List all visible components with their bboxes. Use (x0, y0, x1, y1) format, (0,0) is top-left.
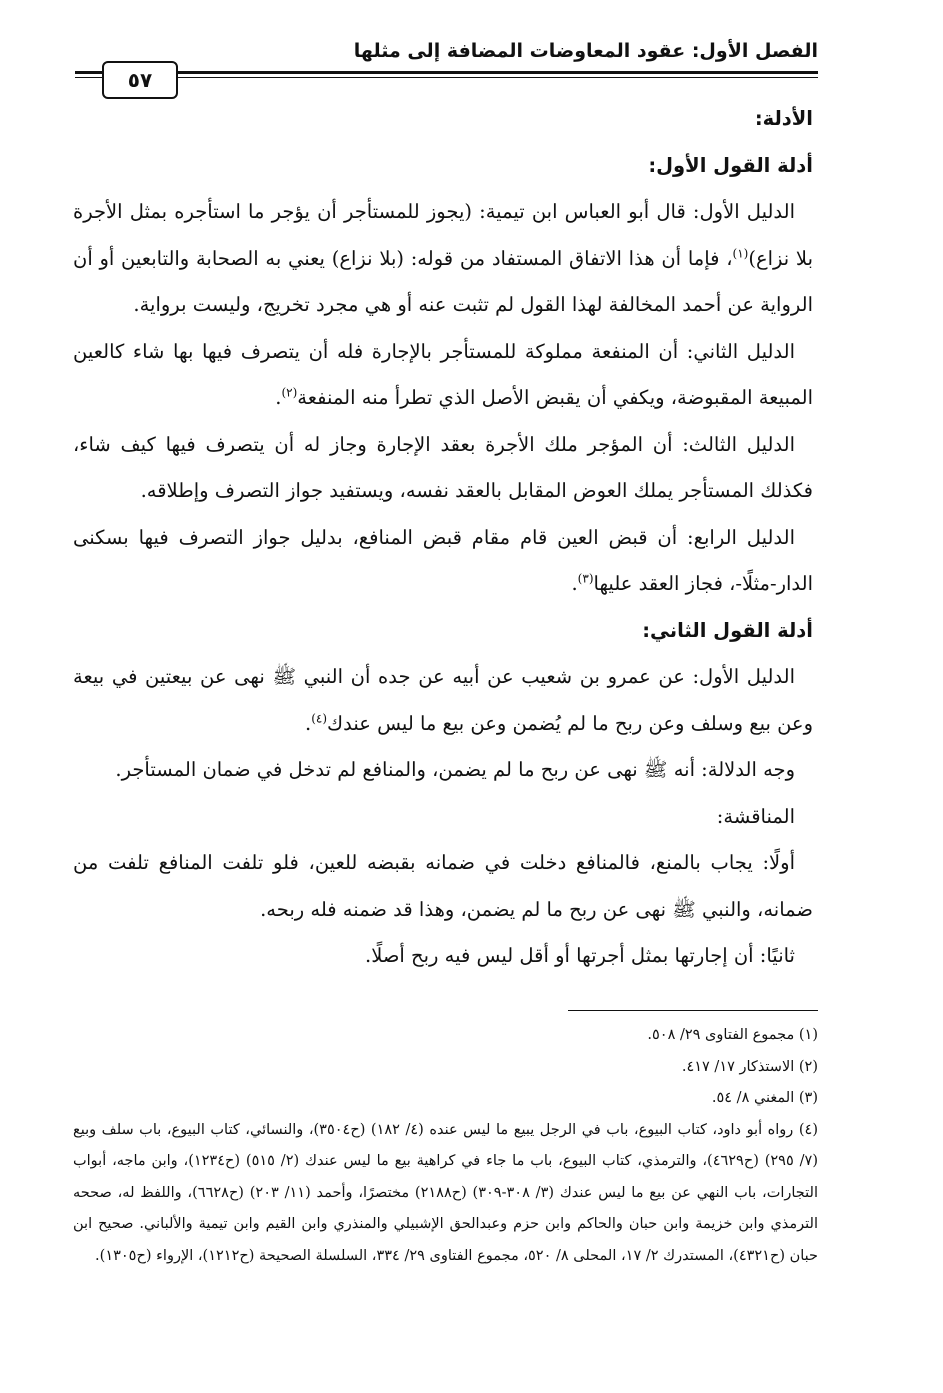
paragraph-first-rebuttal: أولًا: يجاب بالمنع، فالمنافع دخلت في ضمانه بقبضه للعين، فلو تلفت المنافع تلفت من ضمانه، والنبي ﷺ نهى عن ربح ما لم يضمن، وهذا قد ضمنه فله ربحه. (73, 851, 813, 921)
paragraph-text-cont: ، فإما أن هذا الاتفاق المستفاد من قوله: (بلا نزاع) يعني به الصحابة والتابعين أو أن الرواية عن أحمد المخالفة لهذا القول لم تثبت عنه أو هي مجرد تخريج، وليست برواية. (73, 246, 813, 316)
footnote-4: (٤) رواه أبو داود، كتاب البيوع، باب في الرجل يبيع ما ليس عنده (٤/ ١٨٢) (ح٣٥٠٤)، والنسائي، كتاب البيوع، باب سلف وبيع (٧/ ٢٩٥) (ح٤٦٢٩)، والترمذي، كتاب البيوع، باب ما جاء في كراهية بيع ما ليس عندك (٢/ ٥١٥) (ح١٢٣٤)، وابن ماجه، أبواب التجارات، باب النهي عن بيع ما ليس عندك (٣/ ٣٠٨-٣٠٩) (ح٢١٨٨) مختصرًا، وأحمد (١١/ ٢٠٣) (ح٦٦٢٨)، واللفظ له، صححه الترمذي وابن خزيمة وابن حبان والحاكم وابن حزم وعبدالحق الإشبيلي والمنذري وابن القيم وابن تيمية والألباني. صحيح ابن حبان (ح٤٣٢١)، المستدرك ٢/ ١٧، المحلى ٨/ ٥٢٠، مجموع الفتاوى ٢٩/ ٣٣٤، السلسلة الصحيحة (ح١٢١٢)، الإرواء (ح١٣٠٥). (73, 1121, 818, 1264)
footnote-2: (٢) الاستذكار ١٧/ ٤١٧. (681, 1058, 818, 1075)
paragraph-first-evidence (73, 189, 813, 329)
paragraph-fourth-evidence (73, 515, 813, 608)
footnote-1: (١) مجموع الفتاوى ٢٩/ ٥٠٨. (647, 1027, 818, 1043)
paragraph-second-evidence (73, 329, 813, 422)
paragraph-end: . (275, 386, 282, 409)
body-text (73, 96, 813, 980)
paragraph-hadith-evidence (73, 654, 813, 747)
paragraph-indication: وجه الدلالة: أنه ﷺ نهى عن ربح ما لم يضمن، والمنافع لم تدخل في ضمان المستأجر. (115, 758, 795, 781)
paragraph-text: الدليل الرابع: أن قبض العين قام مقام قبض المنافع، بدليل جواز التصرف فيها بسكنى الدار-مثلًا-، فجاز العقد عليها (73, 525, 813, 595)
heading-first-opinion: أدلة القول الأول: (648, 153, 813, 177)
footnotes (73, 1020, 818, 1272)
header-rule-thin (75, 77, 818, 78)
footnote-ref-4[interactable]: (٤) (311, 711, 328, 725)
page-number: ٥٧ (102, 61, 178, 99)
paragraph-text: الدليل الأول: قال أبو العباس ابن تيمية: (يجوز للمستأجر أن يؤجر ما استأجره بمثل الأجرة بلا نزاع) (73, 200, 813, 270)
footnote-separator (568, 1010, 818, 1011)
footnote-ref-2[interactable]: (٢) (281, 385, 298, 400)
footnote-3: (٣) المغني ٨/ ٥٤. (711, 1090, 818, 1106)
heading-discussion: المناقشة: (716, 804, 795, 828)
heading-second-opinion: أدلة القول الثاني: (642, 618, 813, 642)
paragraph-text: الدليل الثاني: أن المنفعة مملوكة للمستأجر بالإجارة فله أن يتصرف فيها بها شاء كالعين المبيعة المقبوضة، ويكفي أن يقبض الأصل الذي تطرأ منه المنفعة (73, 339, 813, 409)
paragraph-end: . (571, 572, 578, 595)
paragraph-third-evidence: الدليل الثالث: أن المؤجر ملك الأجرة بعقد الإجارة وجاز له أن يتصرف فيها كيف شاء، فكذلك المستأجر يملك العوض المقابل بالعقد نفسه، ويستفيد جواز التصرف وإطلاقه. (73, 432, 813, 502)
footnote-ref-1[interactable]: (١) (732, 246, 749, 260)
paragraph-text: الدليل الأول: عن عمرو بن شعيب عن أبيه عن جده أن النبي ﷺ نهى عن بيعتين في بيعة وعن بيع وسلف وعن ربح ما لم يُضمن وعن بيع ما ليس عندك (73, 665, 813, 735)
heading-evidence: الأدلة: (754, 107, 813, 130)
running-title: الفصل الأول: عقود المعاوضات المضافة إلى مثلها (353, 40, 818, 62)
footnote-ref-3[interactable]: (٣) (577, 571, 594, 586)
paragraph-second-rebuttal: ثانيًا: أن إجارتها بمثل أجرتها أو أقل ليس فيه ربح أصلًا. (365, 944, 795, 967)
paragraph-end: . (305, 711, 312, 735)
header-rule (75, 71, 818, 74)
